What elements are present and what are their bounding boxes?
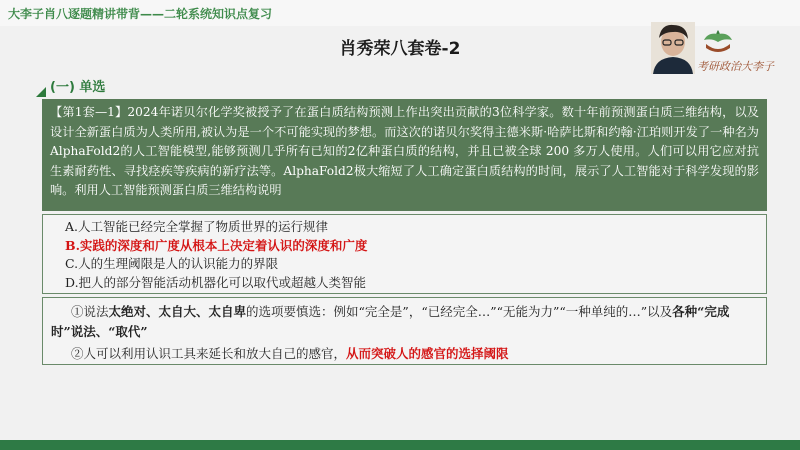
option-a: A.人工智能已经完全掌握了物质世界的运行规律: [65, 219, 329, 234]
question-box: [42, 99, 767, 211]
section-label: (一) 单选: [50, 80, 106, 95]
bottom-bar: [0, 440, 800, 450]
question-text: 【第1套—1】2024年诺贝尔化学奖被授予了在蛋白质结构预测上作出突出贡献的3位科学家。数十年前预测蛋白质三维结构，以及设计全新蛋白质为人类所用,被认为是一个不可能实现的梦想。而这次的诺贝尔奖得主德米斯·哈萨比斯和约翰·江珀则开发了一种名为 AlphaFold2的人工智能模型,能够预测几乎所有已知的2亿种蛋白质的结构，并且已被全球 200 多万人使用。人们可以用它应对抗生素耐药性、寻找痉疾等疾病的新疗法等。AlphaFold2极大缩短了人工确定蛋白质结构的时间，展示了人工智能对于科学发现的影响。利用人工智能预测蛋白质三维结构说明: [50, 105, 759, 197]
analysis-1-bold-end: 各种“完成时”说法、“取代”: [51, 304, 730, 339]
analysis-point-2: [51, 344, 756, 364]
page-title: 肖秀荣八套卷-2: [339, 39, 461, 59]
option-d: D.把人的部分智能活动机器化可以取代或超越人类智能: [65, 274, 367, 290]
options-box: [42, 214, 767, 294]
section-marker-icon: [36, 87, 46, 97]
course-title: 大李子肖八逐题精讲带背——二轮系统知识点复习: [8, 7, 273, 21]
analysis-2-prefix: ②人可以利用认识工具来延长和放大自己的感官，: [71, 346, 347, 361]
logo-text: 考研政治大李子: [697, 60, 774, 73]
presenter-avatar: [651, 22, 695, 74]
analysis-1-mid: 的选项要慎选：例如“完全是”，“已经完全…”“无能为力”“一种单纯的…”以及: [246, 304, 673, 319]
analysis-point-1: [51, 302, 756, 342]
analysis-1-prefix: ①说法: [71, 304, 109, 319]
option-b-correct: B.实践的深度和广度从根本上决定着认识的深度和广度: [65, 237, 368, 253]
analysis-1-bold: 太绝对、太自大、太自卑: [108, 304, 247, 319]
analysis-2-highlight: 从而突破人的感官的选择阈限: [346, 346, 509, 361]
option-c: C.人的生理阈限是人的认识能力的界限: [65, 256, 279, 271]
logo-icon: [700, 28, 736, 56]
analysis-box: [42, 297, 767, 365]
